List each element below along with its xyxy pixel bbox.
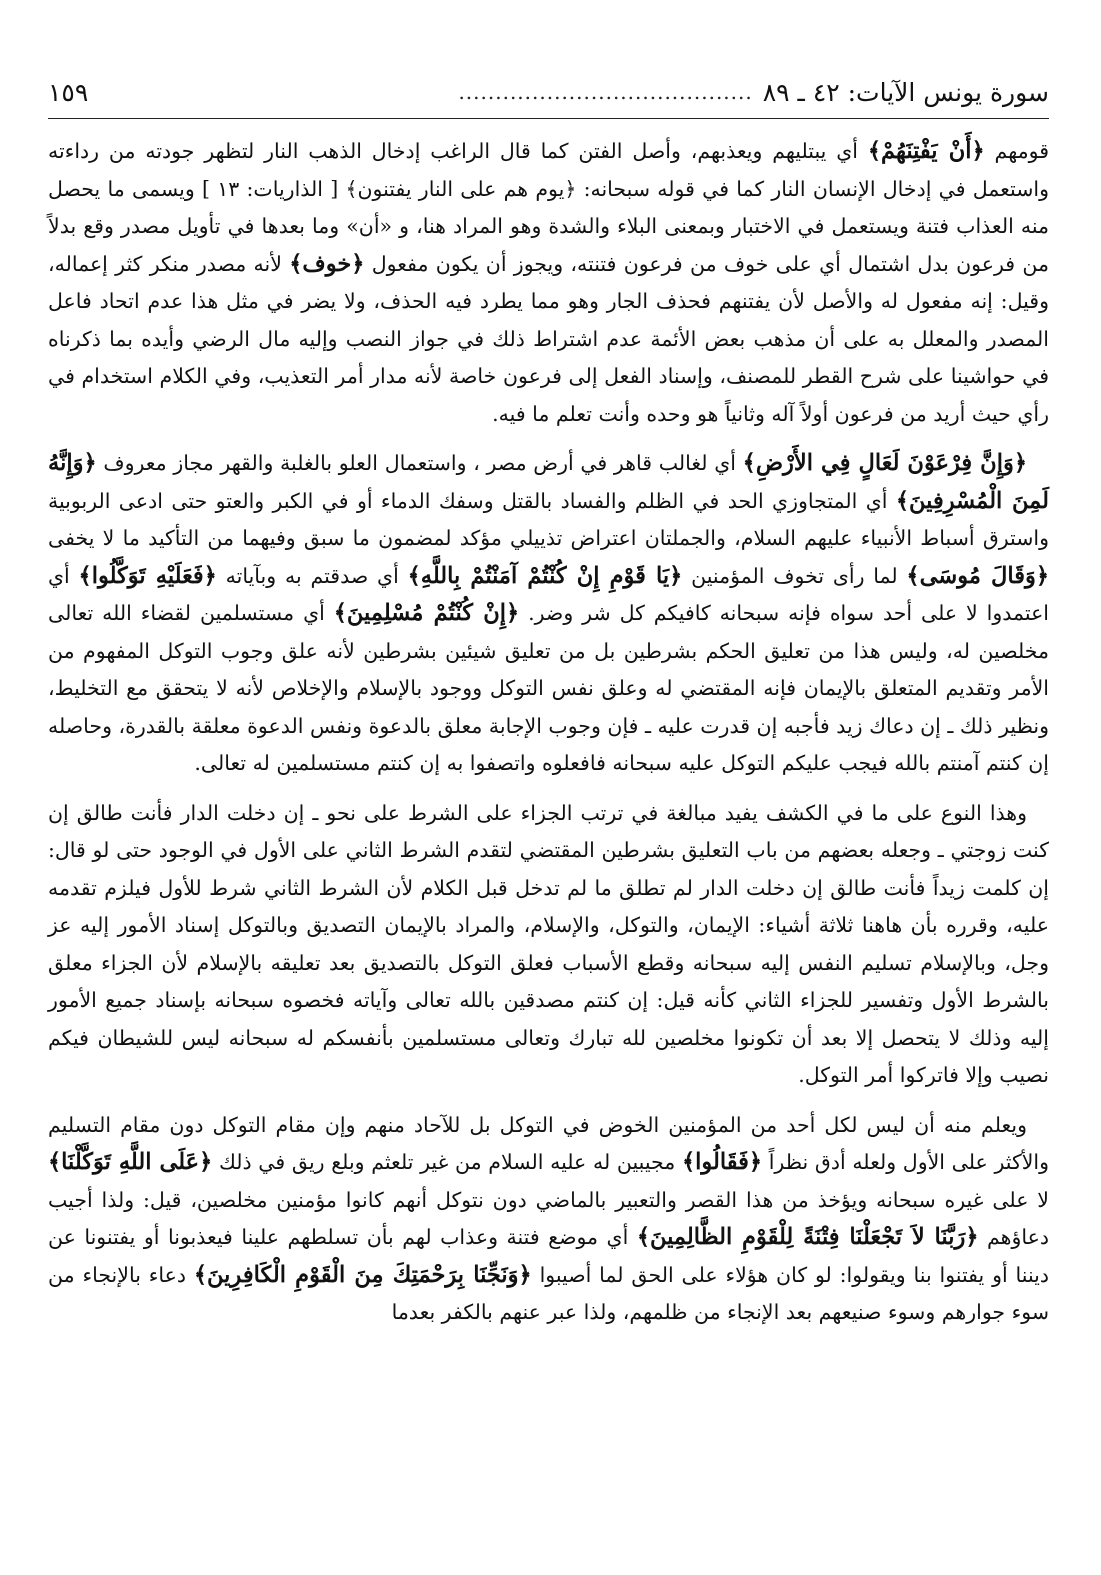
- commentary-text: قومهم: [984, 139, 1050, 163]
- commentary-text: أي لغالب قاهر في أرض مصر ، واستعمال العلو بالغلبة والقهر مجاز معروف: [96, 451, 743, 475]
- commentary-text: وهذا النوع على ما في الكشف يفيد مبالغة في ترتب الجزاء على الشرط على نحو ـ إن دخلت الدار فأنت طالق إن كنت زوجتي ـ وجعله بعضهم من باب التعليق بشرطين المقتضي لتقدم الشرط الثاني على الأول في الوجود حتى لو قال: إن كلمت زيداً فأنت طالق إن دخلت الدار لم تطلق ما لم تدخل قبل الكلام لأن الشرط الثاني شرط للأول فيلزم تقدمه عليه، وقرره بأن هاهنا ثلاثة أشياء: الإيمان، والتوكل، والإسلام، والمراد بالإيمان التصديق وبالتوكل إسناد الأمور إليه عز وجل، وبالإسلام تسليم النفس إليه سبحانه وقطع الأسباب فعلق التوكل بالتصديق بعد تعليقه بالإسلام لأن الجزاء معلق بالشرط الأول وتفسير للجزاء الثاني كأنه قيل: إن كنتم مصدقين بالله تعالى وآياته فخصوه سبحانه بإسناد جميع الأمور إليه وذلك لا يتحصل إلا بعد أن تكونوا مخلصين لله تبارك وتعالى مستسلمين بأنفسكم له سبحانه ليس للشيطان فيكم نصيب وإلا فاتركوا أمر التوكل.: [48, 800, 1049, 1087]
- commentary-text: أي مستسلمين لقضاء الله تعالى مخلصين له، وليس هذا من تعليق الحكم بشرطين بل من تعليق شيئين بشرطين لأنه علق وجوب التوكل المفهوم من الأمر وتقديم المتعلق بالإيمان فإنه المقتضي له وعلق نفس التوكل ووجود بالإسلام والإخلاص لأنه لا يتحقق مع التخليط، ونظير ذلك ـ إن دعاك زيد فأجبه إن قدرت عليه ـ فإن وجوب الإجابة معلق بالدعوة ونفس الدعوة معلقة بالقدرة، وحاصله إن كنتم آمنتم بالله فيجب عليكم التوكل عليه سبحانه فافعلوه واتصفوا به إن كنتم مستسلمين له تعالى.: [48, 601, 1049, 775]
- running-header: [48, 72, 1049, 112]
- commentary-text: أي موضع فتنة وعذاب لهم بأن تسلطهم علينا فيعذبونا أو يفتنونا عن ديننا أو يفتنوا بنا ويقولوا: لو كان هؤلاء على الحق لما أصيبوا: [48, 1225, 1049, 1287]
- quran-quote: ﴿وَإِنَّ فِرْعَوْنَ لَعَالٍ فِي الأَرْضِ﴾: [742, 450, 1027, 476]
- quran-quote: ﴿رَبَّنَا لاَ تَجْعَلْنَا فِتْنَةً لِلْقَوْمِ الظَّالِمِينَ﴾: [636, 1224, 979, 1250]
- quran-quote: ﴿وَقَالَ مُوسَى﴾: [906, 562, 1050, 589]
- quran-quote: ﴿فَقَالُوا﴾: [681, 1149, 763, 1175]
- quran-quote: ﴿يَا قَوْمِ إِنْ كُنْتُمْ آمَنْتُمْ بِاللَّهِ﴾: [407, 562, 683, 589]
- header-rule: [48, 118, 1049, 119]
- header-title-group: [458, 78, 1049, 107]
- paragraph: [48, 133, 1049, 433]
- commentary-text: أي المتجاوزي الحد في الظلم والفساد بالقتل وسفك الدماء أو في الكبر والعتو حتى ادعى الربوبية واسترق أسباط الأنبياء عليهم السلام، والجملتان اعتراض تذييلي مؤكد لمضمون ما سبق وفيهما من التأكيد ما لا يخفى: [48, 488, 1049, 550]
- body-text: [48, 133, 1049, 1332]
- quran-quote: ﴿خوف﴾: [289, 250, 365, 277]
- quran-quote: ﴿أَنْ يَفْتِنَهُمْ﴾: [867, 138, 985, 164]
- surah-title: سورة يونس الآيات: ٤٢ ـ ٨٩: [762, 77, 1049, 107]
- quran-quote: ﴿وَنَجِّنَا بِرَحْمَتِكَ مِنَ الْقَوْمِ الْكَافِرِينَ﴾: [193, 1261, 532, 1288]
- quran-quote: ﴿وَإِنَّهُ لَمِنَ الْمُسْرِفِينَ﴾: [48, 450, 1049, 514]
- quran-quote: ﴿فَعَلَيْهِ تَوَكَّلُوا﴾: [78, 562, 217, 589]
- commentary-text: أي يبتليهم ويعذبهم، وأصل الفتن كما قال الراغب إدخال الذهب النار لتظهر جودته من رداءته واستعمل في إدخال الإنسان النار كما في قوله سبحانه: ﴿يوم هم على النار يفتنون﴾ [ الذاريات: ١٣ ] ويسمى ما يحصل منه العذاب فتنة ويستعمل في الاختبار وبمعنى البلاء والشدة وهو المراد هنا، و «أن» وما بعدها في تأويل مصدر وقع بدلاً من فرعون بدل اشتمال أي على خوف من فرعون فتنته، ويجوز أن يكون مفعول: [48, 139, 1049, 276]
- page-number: ١٥٩: [48, 77, 89, 107]
- quran-quote: ﴿إِنْ كُنْتُمْ مُسْلِمِينَ﴾: [333, 600, 520, 626]
- paragraph: [48, 795, 1049, 1095]
- quran-quote: ﴿عَلَى اللَّهِ تَوَكَّلْنَا﴾: [48, 1149, 213, 1175]
- commentary-text: أي اعتمدوا لا على أحد سواه فإنه سبحانه كافيكم كل شر وضر.: [48, 563, 1049, 625]
- paragraph: [48, 1107, 1049, 1332]
- commentary-text: لأنه مصدر منكر كثر إعماله، وقيل: إنه مفعول له والأصل لأن يفتنهم فحذف الجار وهو مما يطرد فيه الحذف، ولا يضر في مثل هذا عدم اتحاد فاعل المصدر والمعلل به على أن مذهب بعض الأئمة عدم اشتراط ذلك في جواز النصب وإليه مال الرضي وأيده بما ذكرناه في حواشينا على شرح القطر للمصنف، وإسناد الفعل إلى فرعون خاصة لأنه مدار أمر التعذيب، وفي الكلام استخدام في رأي حيث أريد من فرعون أولاً آله وثانياً هو وحده وأنت تعلم ما فيه.: [48, 251, 1049, 426]
- commentary-text: دعاء بالإنجاء من سوء جوارهم وسوء صنيعهم بعد الإنجاء من ظلمهم، ولذا عبر عنهم بالكفر بعدما: [48, 1262, 1049, 1324]
- paragraph: [48, 445, 1049, 783]
- commentary-text: مجيبين له عليه السلام من غير تلعثم وبلع ريق في ذلك: [212, 1150, 682, 1174]
- commentary-text: لما رأى تخوف المؤمنين: [682, 563, 907, 588]
- commentary-text: أي صدقتم به وبآياته: [216, 563, 408, 588]
- commentary-text: ويعلم منه أن ليس لكل أحد من المؤمنين الخوض في التوكل بل للآحاد منهم وإن مقام التوكل دون مقام التسليم والأكثر على الأول ولعله أدق نظراً: [48, 1112, 1049, 1174]
- commentary-text: لا على غيره سبحانه ويؤخذ من هذا القصر والتعبير بالماضي دون نتوكل أنهم كانوا مؤمنين مخلصين، قيل: ولذا أجيب دعاؤهم: [48, 1187, 1049, 1249]
- header-dot-leader: ........................................: [458, 80, 753, 104]
